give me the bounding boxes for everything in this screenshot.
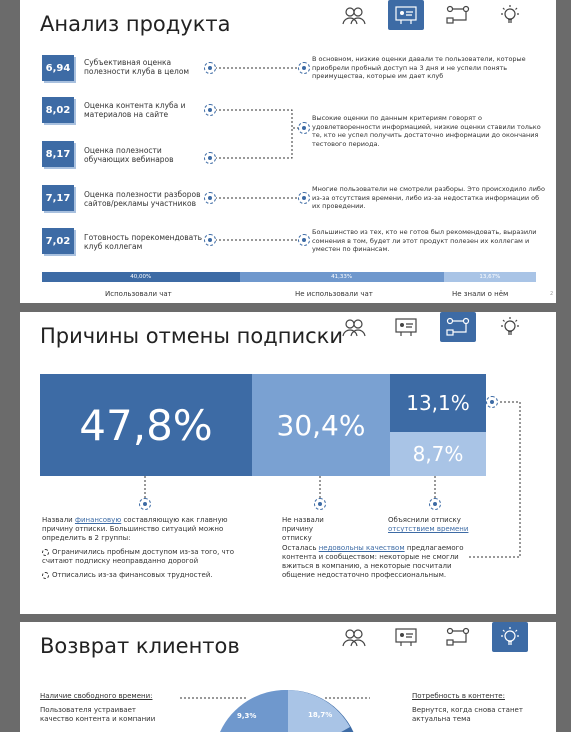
score-badge: 8,02 bbox=[42, 97, 74, 123]
connector-dot bbox=[298, 192, 310, 204]
score-label: Субъективная оценка полезности клуба в целом bbox=[84, 58, 190, 76]
connector-dot bbox=[429, 498, 441, 510]
connector-dot bbox=[139, 498, 151, 510]
reason-description-unspecified: Не назвали причину отписку bbox=[282, 516, 324, 542]
left-text: Пользователя устраивает качество контента и компании bbox=[40, 706, 156, 723]
right-text: Вернутся, когда снова станет актуальна тема bbox=[412, 706, 523, 723]
score-label: Оценка полезности обучающих вебинаров bbox=[84, 146, 174, 164]
connector-dot bbox=[314, 498, 326, 510]
radio-icon bbox=[42, 549, 49, 556]
connector-dot bbox=[486, 396, 498, 408]
score-badge: 8,17 bbox=[42, 141, 74, 167]
connector-dot bbox=[204, 104, 216, 116]
right-heading: Потребность в контенте: bbox=[412, 692, 505, 700]
score-badge: 6,94 bbox=[42, 55, 74, 81]
bar-label: Не использовали чат bbox=[295, 290, 373, 298]
donut-label: 9,3% bbox=[237, 712, 257, 720]
connector-dot bbox=[204, 152, 216, 164]
score-badge: 7,17 bbox=[42, 185, 74, 211]
score-label: Готовность порекомендовать клуб коллегам bbox=[84, 233, 203, 251]
bar-segment: 13,67% bbox=[444, 272, 536, 282]
insight-note: Большинство из тех, кто не готов был рекомендовать, выразили сомнения в том, будет ли этот продукт полезен их коллегам и уместен по финансам. bbox=[312, 228, 537, 253]
chat-usage-bar bbox=[42, 272, 536, 282]
bar-segment: 41,33% bbox=[240, 272, 444, 282]
slide-title: Возврат клиентов bbox=[40, 634, 240, 658]
insight-note: Многие пользователи не смотрели разборы. Это происходило либо из-за отсутствия времени, либо из-за недостатка информации об их проведении. bbox=[312, 185, 545, 210]
left-heading: Наличие свободного времени: bbox=[40, 692, 153, 700]
reason-tile-unspecified: 30,4% bbox=[252, 374, 390, 476]
option-row: Отписались из-за финансовых трудностей. bbox=[42, 571, 252, 580]
reason-tile-quality: 8,7% bbox=[390, 432, 486, 476]
connector-dot bbox=[204, 192, 216, 204]
insight-note: В основном, низкие оценки давали те пользователи, которые приобрели пробный доступ на 3 дня и не успели понять преимущества, которые им дает клуб bbox=[312, 55, 526, 80]
connector-dot bbox=[204, 62, 216, 74]
bar-label: Не знали о нём bbox=[452, 290, 509, 298]
score-label: Оценка контента клуба и материалов на сайте bbox=[84, 101, 186, 119]
reason-tile-no-time: 13,1% bbox=[390, 374, 486, 432]
insight-note: Высокие оценки по данным критериям говорят о удовлетворенности информацией, низкие оценки ставили только те, кто не успел получить достаточно информации до окончания тестового периода. bbox=[312, 114, 541, 148]
score-badge: 7,02 bbox=[42, 228, 74, 254]
donut-label: 18,7% bbox=[308, 711, 333, 719]
slide-title: Причины отмены подписки bbox=[40, 324, 343, 348]
reason-description-no-time: Объяснили отписку отсутствием времени bbox=[388, 516, 469, 533]
bar-segment: 40,00% bbox=[42, 272, 240, 282]
connector-dot bbox=[298, 234, 310, 246]
reason-description-financial: Назвали финансовую составляющую как главную причину отписки. Большинство ситуаций можно определить в 2 группы: Ограничились пробным доступом из-за того, что считают подписку неоправданно дорогой Отписались из-за финансовых трудностей. bbox=[42, 516, 252, 580]
slide-product-analysis bbox=[20, 0, 556, 303]
slide-client-return bbox=[20, 622, 556, 732]
bar-label: Использовали чат bbox=[105, 290, 172, 298]
connector-dot bbox=[298, 62, 310, 74]
reason-tile-financial: 47,8% bbox=[40, 374, 252, 476]
radio-icon bbox=[42, 572, 49, 579]
connector-dot bbox=[204, 234, 216, 246]
slide-title: Анализ продукта bbox=[40, 12, 231, 36]
reason-description-quality: Осталась недовольны качеством предлагаемого контента и сообществом: некоторые не смогли вжиться в компанию, а некоторые посчитали общение недостаточно профессиональным. bbox=[282, 544, 464, 579]
option-row: Ограничились пробным доступом из-за того, что считают подписку неоправданно дорогой bbox=[42, 548, 235, 565]
slide-cancellation-reasons bbox=[20, 312, 556, 614]
page-number: 2 bbox=[550, 291, 554, 297]
score-label: Оценка полезности разборов сайтов/рекламы участников bbox=[84, 190, 201, 208]
connector-dot bbox=[298, 122, 310, 134]
